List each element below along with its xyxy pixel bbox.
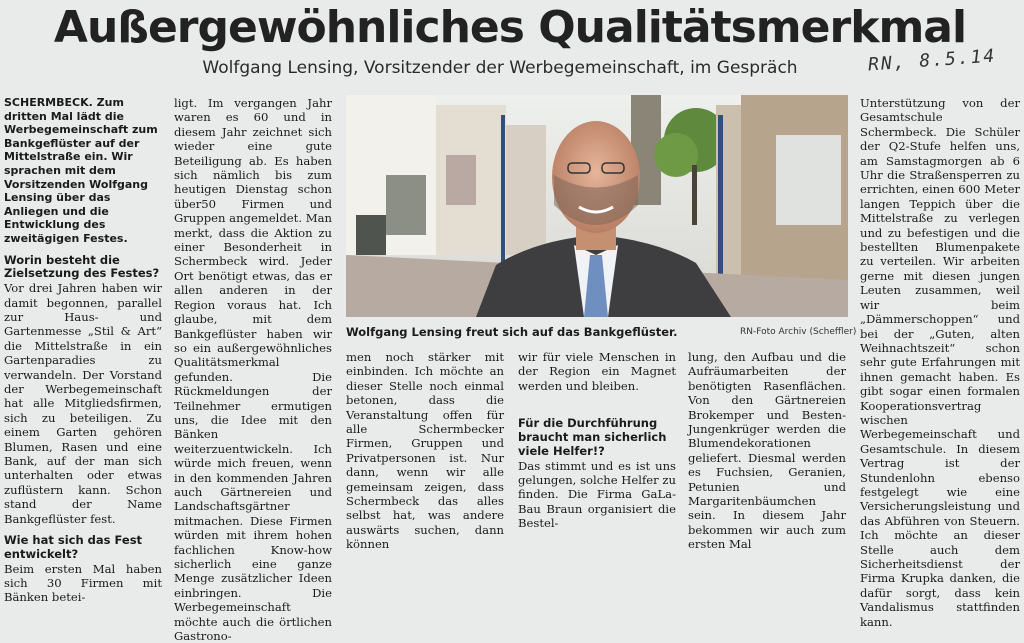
portrait-street-photo	[346, 95, 848, 317]
column-6-text: Unterstützung von der Gesamtschule Schermbeck. Die Schüler der Q2-Stufe helfen uns, am Samstagmorgen ab 6 Uhr die Straßensperren zu errichten, einen 600 Meter langen Teppich über die Mittelstraße zu verlegen und zu befestigen und die bestellten Blumenpakete zu verteilen. Wir arbeiten gerne mit diesen jungen Leuten zusammen, weil wir beim „Dämmerschoppen“ und bei der „Guten, alten Weihnachtszeit“ schon sehr gute Erfahrungen mit ihnen gemacht haben. Es gibt sogar einen formalen Kooperationsvertrag wischen Werbegemeinschaft und Gesamtschule. In diesem Vertrag ist der Stundenlohn ebenso festgelegt wie eine Versicherungsleistung und das Abführen von Steuern. Ich möchte an dieser Stelle auch dem Sicherheitsdienst der Firma Krupka danken, die dafür sorgt, dass kein Vandalismus stattfinden kann.	[860, 96, 1020, 629]
answer-3: Das stimmt und es ist uns gelungen, solche Helfer zu finden. Die Firma GaLa-Bau Braun organisiert die Bestel-	[518, 458, 676, 531]
article-photo	[346, 95, 848, 317]
lead-paragraph: SCHERMBECK. Zum dritten Mal lädt die Werbegemeinschaft zum Bankgeflüster auf der Mittelstraße ein. Wir sprachen mit dem Vorsitzenden Wolfgang Lensing über das Anliegen und die Entwicklung des zweitägigen Festes.	[4, 96, 158, 245]
answer-2: Beim ersten Mal haben sich 30 Firmen mit Bänken betei-	[4, 561, 162, 605]
photo-credit: RN-Foto Archiv (Scheffler)	[740, 327, 857, 337]
question-2: Wie hat sich das Fest entwickelt?	[4, 533, 143, 561]
question-1: Worin besteht die Zielsetzung des Festes?	[4, 252, 160, 281]
column-4-text: wir für viele Menschen in der Region ein Magnet werden und bleiben.	[518, 350, 676, 393]
column-5-text: lung, den Aufbau und die Aufräumarbeiten der benötigten Rasenflächen. Von den Gärtnereien Brokemper und Besten-Jungenkrüger werden die Blumendekorationen geliefert. Diesmal werden es Fuchsien, Geranien, Petunien und Margaritenbäumchen sein. In diesem Jahr bekommen wir auch zum ersten Mal	[688, 350, 846, 552]
subheadline: Wolfgang Lensing, Vorsitzender der Werbegemeinschaft, im Gespräch	[202, 58, 798, 78]
column-1	[4, 96, 162, 605]
column-3-text: men noch stärker mit einbinden. Ich möchte an dieser Stelle noch einmal betonen, dass die Veranstaltung offen für alle Schermbecker Firmen, Gruppen und Privatpersonen ist. Nur dann, wenn wir alle gemeinsam zeigen, dass Schermbeck das alles selbst hat, was andere auswärts suchen, dann können	[346, 350, 504, 552]
answer-1: Vor drei Jahren haben wir damit begonnen, parallel zur Haus- und Gartenmesse „Stil & Art“ die Mittelstraße in ein Gartenparadies zu verwandeln. Der Vorstand der Werbegemeinschaft hat alle Mitgliedsfirmen, sich zu beteiligen. Zu einem Garten gehören Blumen, Rasen und eine Bank, auf der man sich unterhalten oder etwas zuflüstern kann. Schon stand der Name Bankgeflüster fest.	[4, 281, 162, 526]
handwritten-date: RN, 8.5.14	[867, 45, 997, 76]
photo-caption: Wolfgang Lensing freut sich auf das Bankgeflüster.	[346, 325, 678, 339]
column-2-text: ligt. Im vergangen Jahr waren es 60 und in diesem Jahr zeichnet sich wieder eine gute Beteiligung ab. Es haben sich nämlich bis zum heutigen Dienstag schon über50 Firmen und Gruppen angemeldet. Man merkt, dass die Aktion zu einer Besonderheit in Schermbeck wird. Jeder Ort benötigt etwas, das er allen anderen in der Region voraus hat. Ich glaube, mit dem Bankgeflüster haben wir so ein außergewöhnliches Qualitätsmerkmal gefunden. Die Rückmeldungen der Teilnehmer ermutigen uns, die Idee mit den Bänken weiterzuentwickeln. Ich würde mich freuen, wenn in den kommenden Jahren auch Gärtnereien und Landschaftsgärtner mitmachen. Diese Firmen würden mit ihrem hohen fachlichen Know-how sicherlich eine ganze Menge zusätzlicher Ideen einbringen. Die Werbegemeinschaft möchte auch die örtlichen Gastrono-	[174, 96, 332, 643]
column-3	[346, 350, 504, 552]
column-5	[688, 350, 846, 552]
column-6	[860, 96, 1020, 629]
column-4	[518, 350, 676, 531]
question-3: Für die Durchführung braucht man sicherlich viele Helfer!?	[518, 416, 667, 458]
headline: Außergewöhnliches Qualitätsmerkmal	[53, 2, 967, 53]
column-2	[174, 96, 332, 643]
